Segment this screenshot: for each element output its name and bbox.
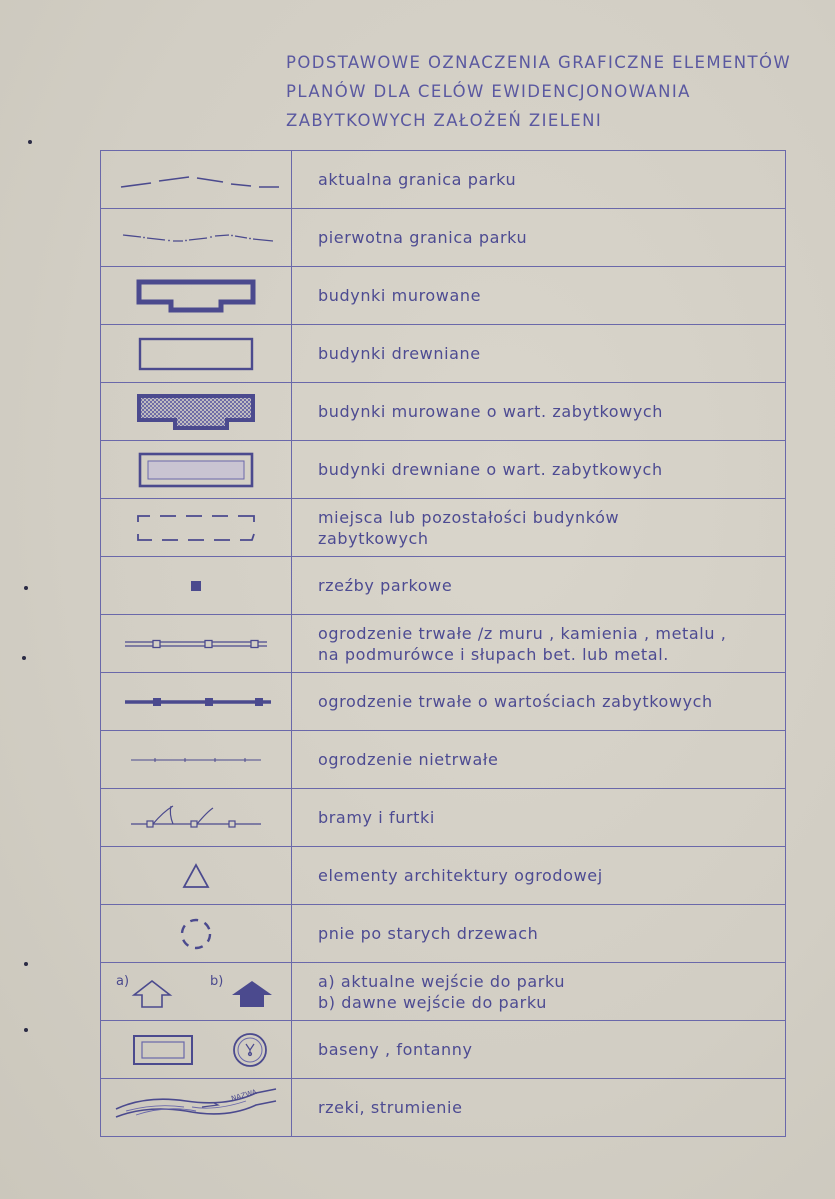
title-line-1: PODSTAWOWE OZNACZENIA GRAFICZNE ELEMENTÓW [286, 53, 792, 72]
legend-label: rzeki, strumienie [318, 1098, 463, 1117]
legend-row [101, 789, 786, 847]
legend-row [101, 267, 786, 325]
legend-label: aktualna granica parku [318, 170, 517, 189]
legend-row [101, 905, 786, 963]
historic-fence-icon [111, 690, 281, 714]
pool-fountain-icon [116, 1028, 276, 1072]
masonry-building-icon [131, 276, 261, 316]
legend-row [101, 325, 786, 383]
legend-label-continued: na podmurówce i słupach bet. lub metal. [318, 644, 669, 664]
legend-row [101, 673, 786, 731]
legend-row [101, 209, 786, 267]
building-remains-icon [126, 508, 266, 548]
legend-label: baseny , fontanny [318, 1040, 473, 1059]
legend-label: ogrodzenie trwałe o wartościach zabytkowych [318, 692, 713, 711]
legend-label: a) aktualne wejście do parku [318, 971, 566, 991]
legend-row [101, 963, 786, 1021]
legend-label: pierwotna granica parku [318, 228, 528, 247]
legend-label: miejsca lub pozostałości budynków [318, 507, 620, 527]
legend-table [100, 150, 786, 1137]
title-line-3: ZABYTKOWYCH ZAŁOŻEŃ ZIELENI [286, 111, 603, 130]
legend-row [101, 615, 786, 673]
sculpture-square-icon [181, 571, 211, 601]
river-name-label: NAZWA [230, 1087, 258, 1103]
entrance-tag-b: b) [210, 973, 224, 989]
legend-label-continued: zabytkowych [318, 528, 429, 548]
legend-label: budynki drewniane o wart. zabytkowych [318, 460, 663, 479]
historic-wooden-building-icon [131, 450, 261, 490]
margin-mark [24, 1028, 28, 1032]
legend-row [101, 441, 786, 499]
legend-row [101, 847, 786, 905]
dashed-line-icon [111, 165, 281, 195]
document-title [286, 48, 826, 135]
entrance-arrows-icon [106, 967, 286, 1017]
permanent-fence-icon [111, 632, 281, 656]
entrance-tag-a: a) [116, 973, 130, 989]
stump-circle-icon [174, 912, 218, 956]
legend-row [101, 1021, 786, 1079]
legend-label: budynki murowane o wart. zabytkowych [318, 402, 664, 421]
historic-masonry-building-icon [131, 390, 261, 434]
legend-row [101, 1079, 786, 1137]
legend-row [101, 499, 786, 557]
legend-label: pnie po starych drzewach [318, 924, 539, 943]
title-line-2: PLANÓW DLA CELÓW EWIDENCJONOWANIA [286, 82, 691, 101]
river-icon [106, 1083, 286, 1133]
margin-mark [24, 586, 28, 590]
legend-label: budynki murowane [318, 286, 482, 305]
legend-label: ogrodzenie trwałe /z muru , kamienia , metalu , [318, 623, 727, 643]
legend-label: budynki drewniane [318, 344, 481, 363]
legend-label-continued: b) dawne wejście do parku [318, 992, 547, 1012]
triangle-icon [176, 859, 216, 893]
margin-mark [24, 962, 28, 966]
wooden-building-icon [131, 334, 261, 374]
gate-icon [111, 798, 281, 838]
legend-row [101, 383, 786, 441]
legend-row [101, 557, 786, 615]
legend-label: rzeźby parkowe [318, 576, 453, 595]
legend-label: bramy i furtki [318, 808, 435, 827]
legend-label: elementy architektury ogrodowej [318, 866, 603, 885]
legend-row [101, 151, 786, 209]
margin-mark [28, 140, 32, 144]
margin-mark [22, 656, 26, 660]
legend-label: ogrodzenie nietrwałe [318, 750, 499, 769]
temporary-fence-icon [111, 750, 281, 770]
legend-row [101, 731, 786, 789]
dash-dot-line-icon [111, 223, 281, 253]
